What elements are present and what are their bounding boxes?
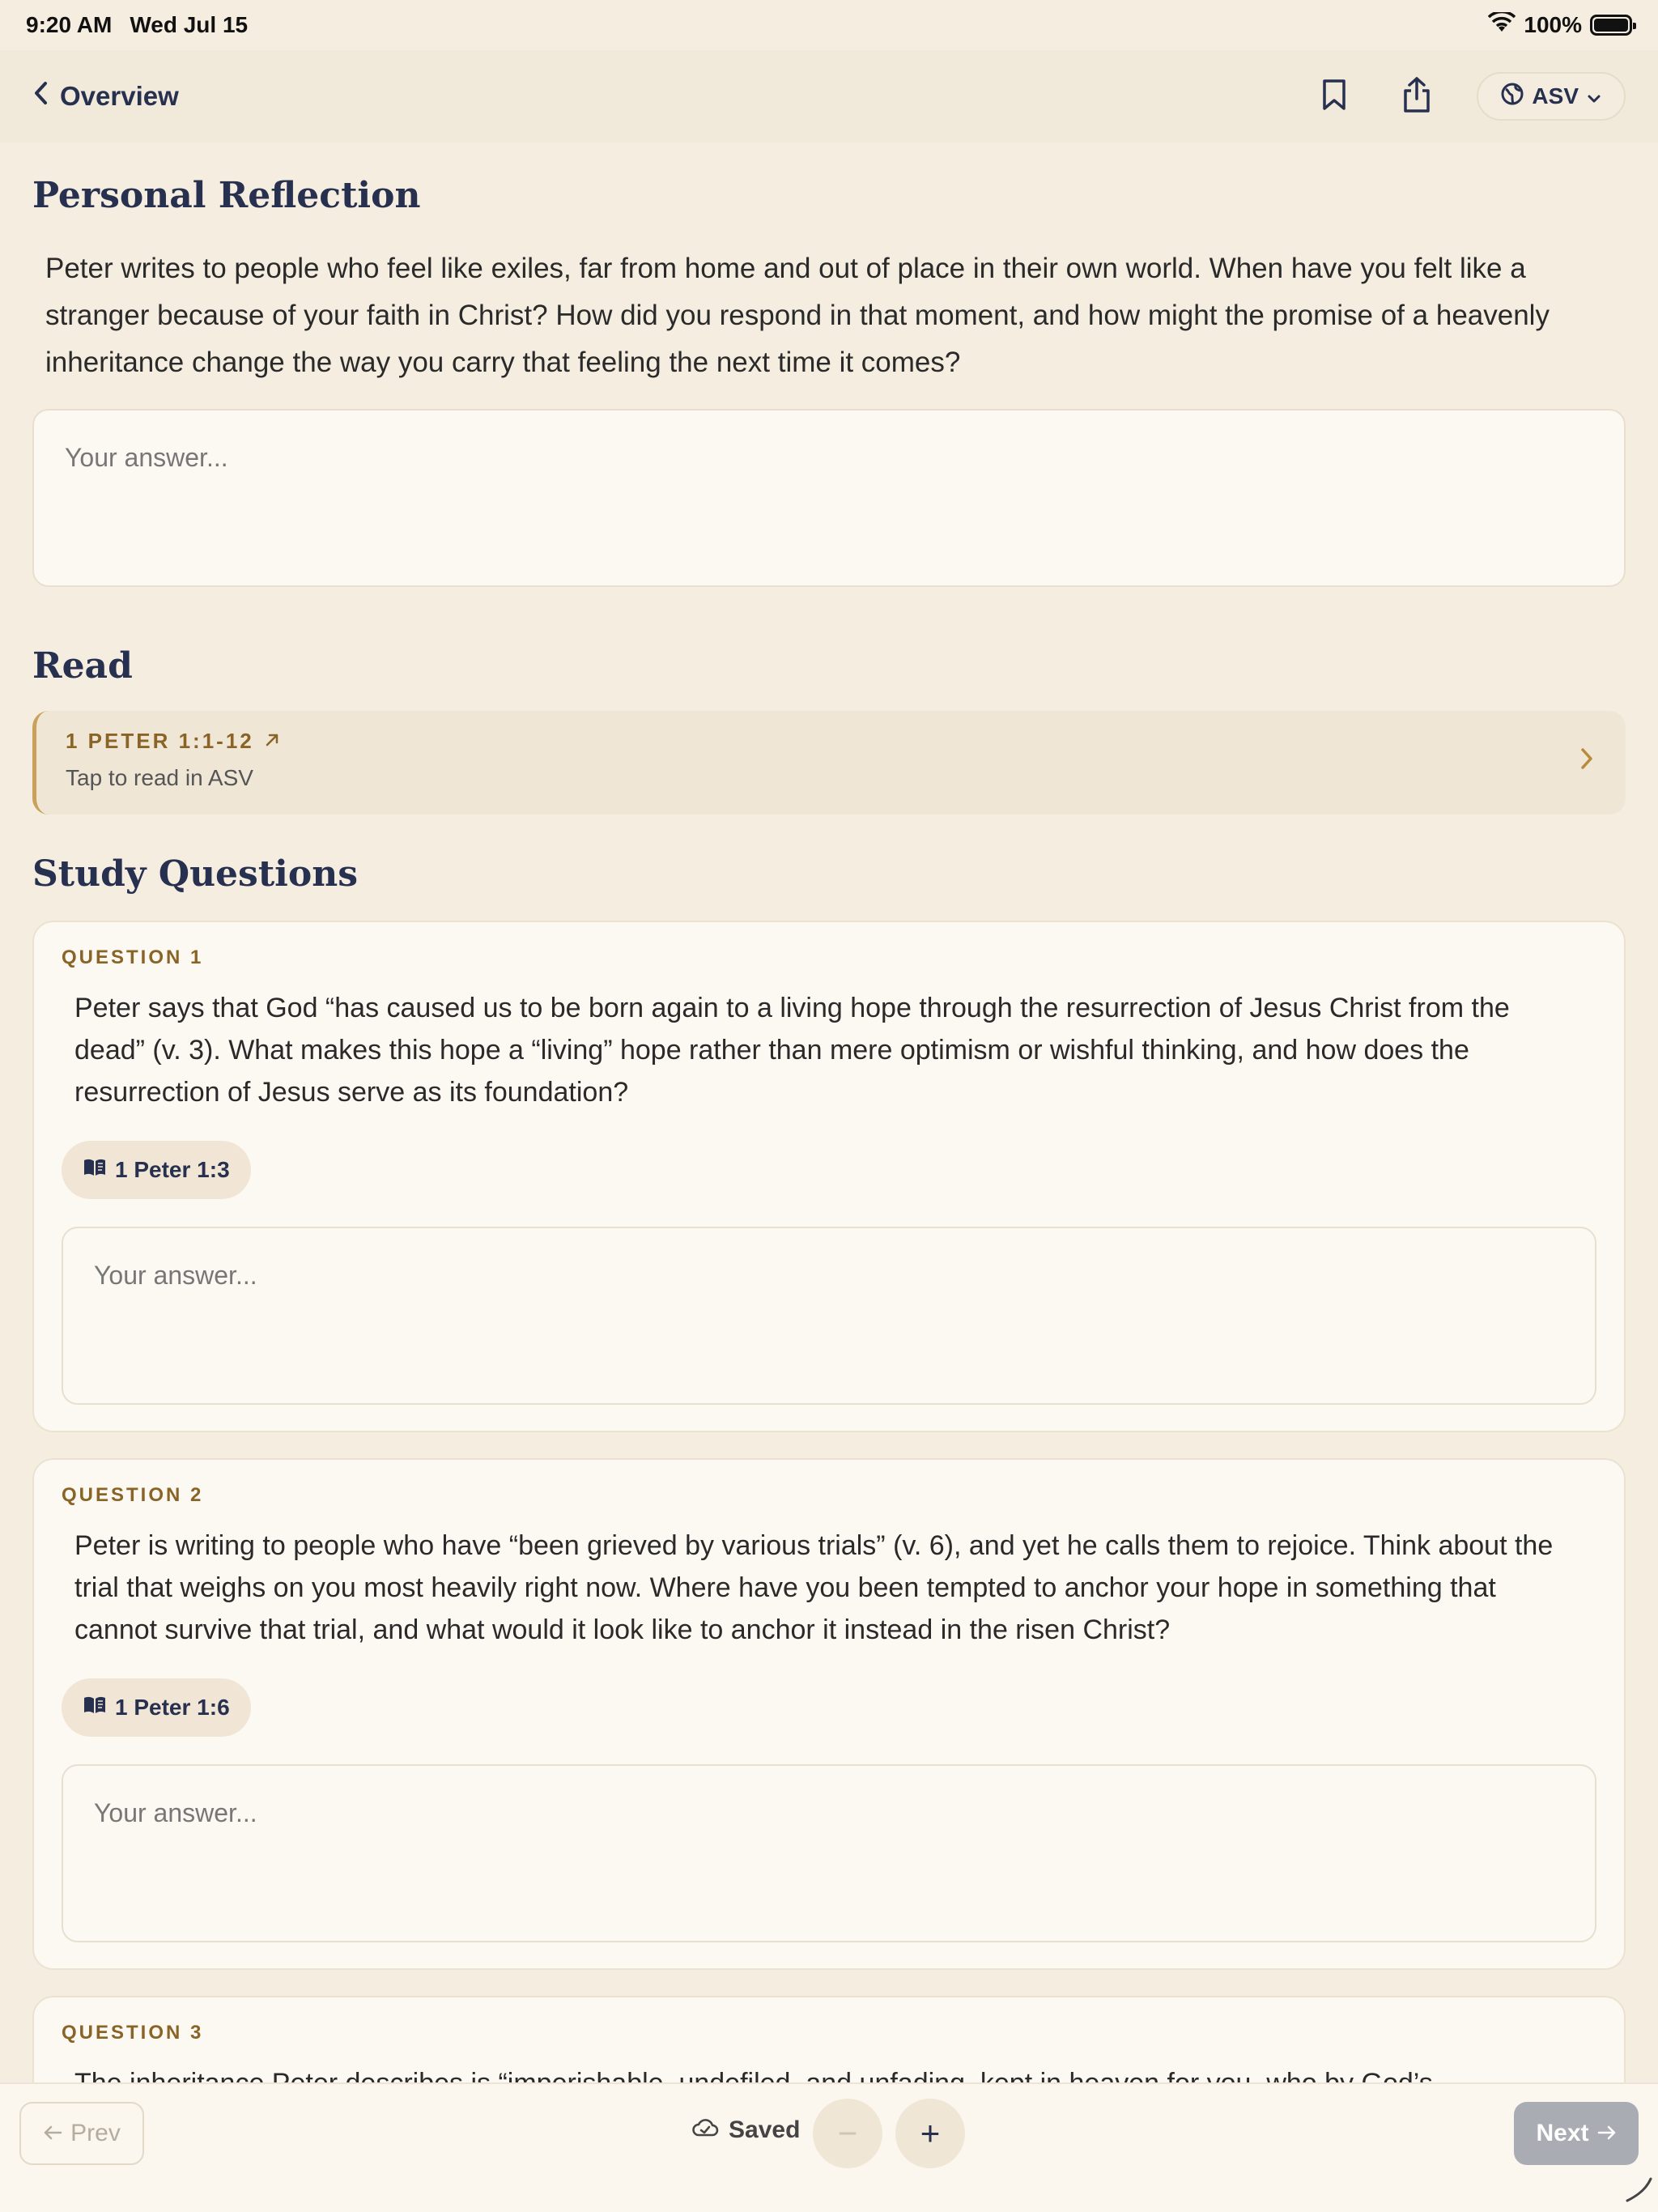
chevron-down-icon [1587, 83, 1601, 109]
version-label: ASV [1532, 83, 1579, 108]
question-label: QUESTION 3 [62, 2022, 204, 2044]
study-questions-title: Study Questions [32, 853, 358, 895]
chevron-left-icon [32, 81, 49, 112]
read-passage-card[interactable] [32, 711, 1626, 815]
scripture-ref-chip[interactable] [62, 1141, 251, 1199]
share-icon [1402, 76, 1431, 117]
reflection-title: Personal Reflection [32, 175, 421, 216]
battery-icon [1590, 15, 1632, 36]
prev-button[interactable] [19, 2102, 144, 2165]
back-label: Overview [60, 81, 179, 111]
question-card [32, 1458, 1626, 1970]
answer-placeholder: Your answer... [94, 1261, 257, 1290]
scripture-ref-chip[interactable] [62, 1678, 251, 1737]
back-button[interactable] [32, 81, 179, 112]
question-label: QUESTION 1 [62, 946, 204, 968]
nav-bar [0, 50, 1658, 143]
plus-icon: + [920, 2114, 941, 2152]
read-subtitle: Tap to read in ASV [66, 765, 253, 790]
reflection-answer-input[interactable] [32, 409, 1626, 587]
main-content [32, 143, 1626, 2132]
status-bar [0, 0, 1658, 50]
bookmark-button[interactable] [1312, 74, 1357, 119]
saved-label: Saved [729, 2116, 801, 2143]
next-button[interactable] [1514, 2102, 1639, 2165]
minus-icon: − [837, 2114, 858, 2152]
share-button[interactable] [1394, 74, 1439, 119]
next-label: Next [1536, 2120, 1589, 2146]
book-icon [83, 1695, 107, 1721]
scripture-ref-label: 1 Peter 1:6 [115, 1695, 230, 1720]
read-title: Read [32, 645, 133, 687]
prev-label: Prev [70, 2120, 121, 2146]
decrease-text-size-button[interactable] [813, 2099, 882, 2168]
book-icon [83, 1157, 107, 1183]
wifi-icon [1488, 12, 1516, 39]
arrow-left-icon [43, 2120, 62, 2147]
version-selector[interactable] [1477, 72, 1626, 121]
status-date: Wed Jul 15 [130, 12, 249, 37]
bottom-toolbar [0, 2082, 1658, 2212]
external-arrow-icon [264, 729, 280, 754]
reflection-text: Peter writes to people who feel like exiles, far from home and out of place in their own world. When have you felt like a stranger because of your faith in Christ? How did you respond in that moment, and how might the promise of a heavenly inheritance change the way you carry that feeling the next time it comes? [45, 253, 1550, 378]
status-time: 9:20 AM [26, 12, 113, 37]
question-answer-input[interactable] [62, 1227, 1596, 1405]
cloud-check-icon [691, 2116, 719, 2144]
battery-percent: 100% [1524, 12, 1582, 37]
answer-placeholder: Your answer... [94, 1798, 257, 1827]
question-answer-input[interactable] [62, 1764, 1596, 1942]
question-card [32, 921, 1626, 1432]
chevron-right-icon [1579, 747, 1595, 775]
question-text: Peter is writing to people who have “been grieved by various trials” (v. 6), and yet he calls them to rejoice. Think about the trial that weighs on you most heavily right now. Where have you been tempted to anchor your hope in something that cannot survive that trial, and what would it look like to anchor it instead in the risen Christ? [74, 1530, 1554, 1645]
resize-handle-icon [1624, 2174, 1653, 2207]
scripture-ref-label: 1 Peter 1:3 [115, 1157, 230, 1182]
bookmark-icon [1321, 79, 1347, 115]
question-text: Peter says that God “has caused us to be born again to a living hope through the resurrection of Jesus Christ from the dead” (v. 3). What makes this hope a “living” hope rather than mere optimism or wishful thinking, and how does the resurrection of Jesus serve as its foundation? [74, 993, 1510, 1108]
read-reference: 1 PETER 1:1-12 [66, 729, 254, 753]
saved-status [691, 2116, 800, 2144]
question-label: QUESTION 2 [62, 1484, 204, 1506]
globe-icon [1501, 83, 1524, 111]
reflection-answer-placeholder: Your answer... [65, 443, 228, 472]
arrow-right-icon [1597, 2120, 1617, 2147]
increase-text-size-button[interactable] [895, 2099, 965, 2168]
